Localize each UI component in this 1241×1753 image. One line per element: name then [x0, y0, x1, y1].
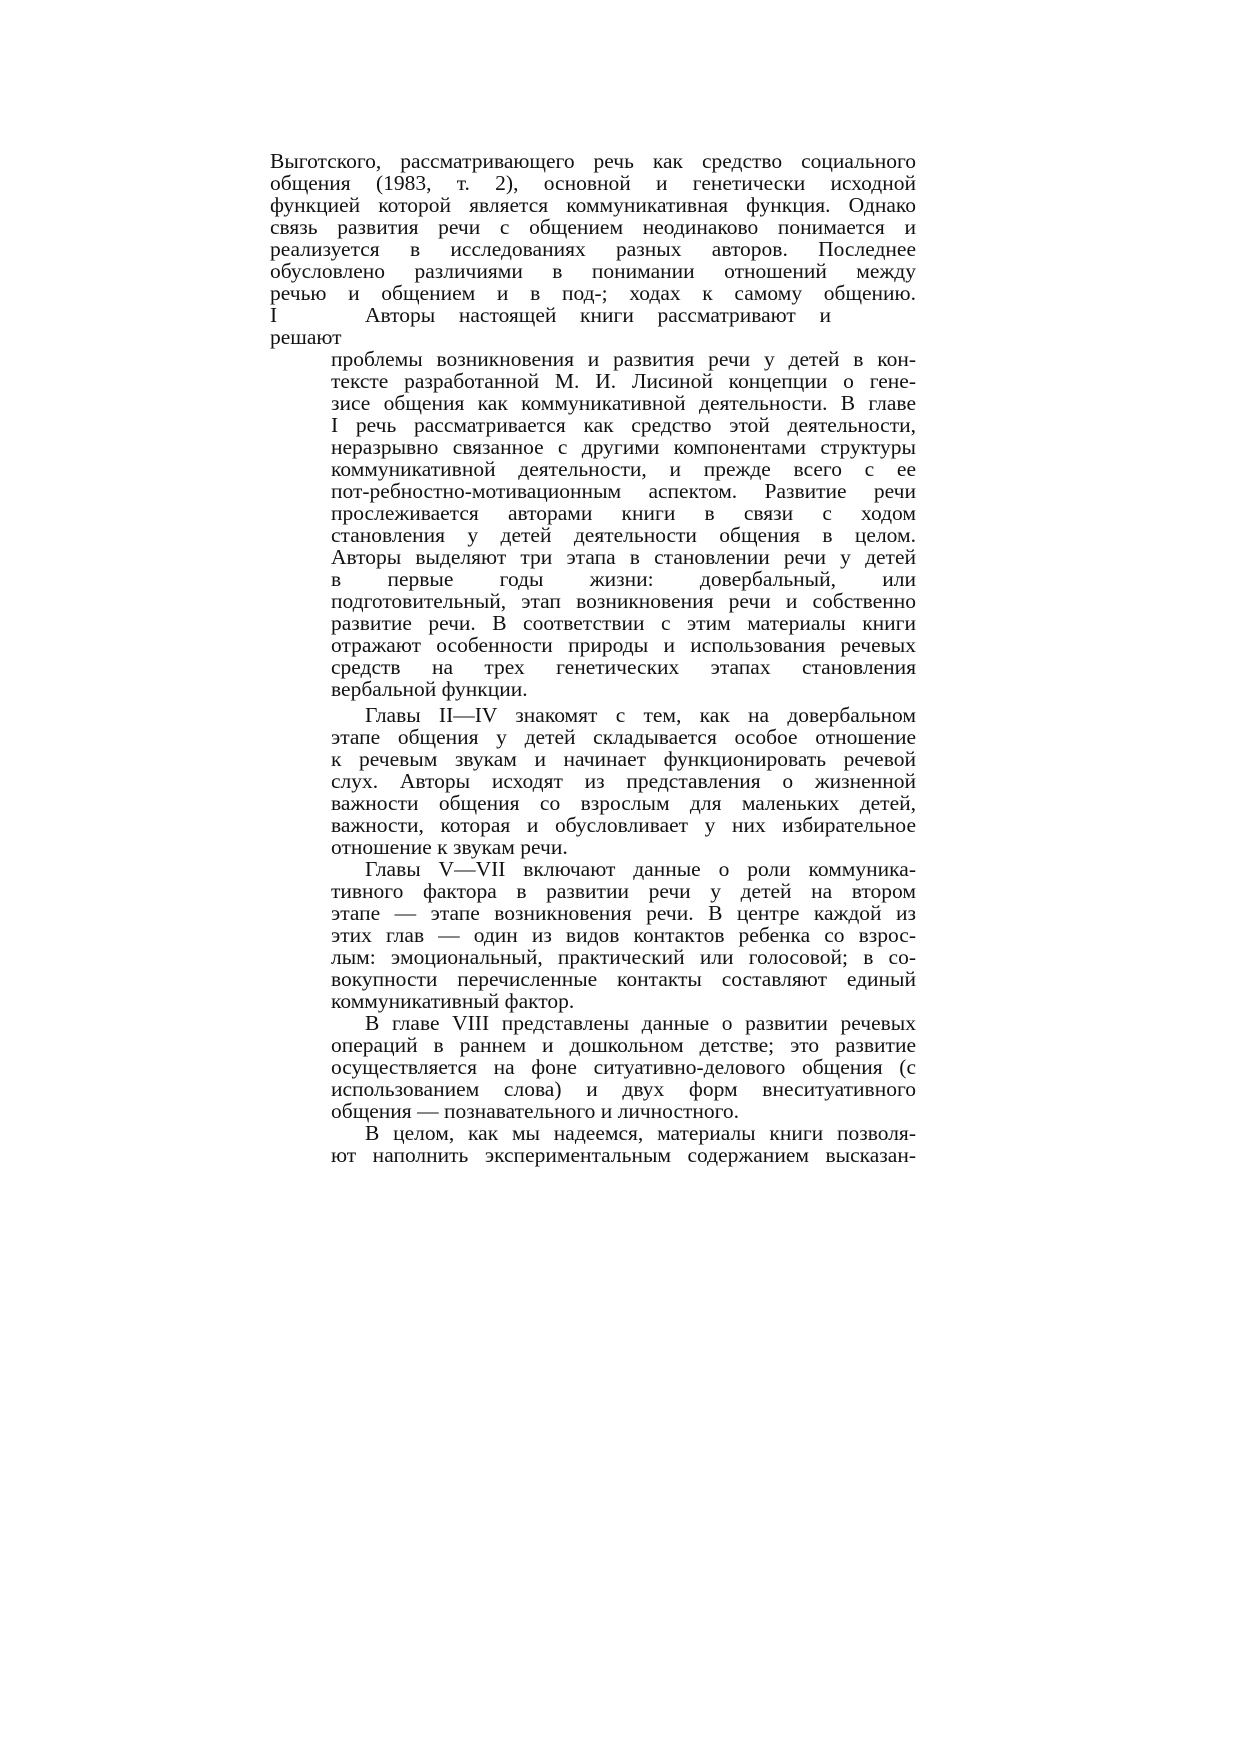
paragraph1-line: средств на трех генетических этапах становления — [331, 655, 916, 679]
paragraph5-line: ют наполнить экспериментальным содержанием высказан- — [331, 1143, 916, 1167]
paragraph3-line: лым: эмоциональный, практический или голосовой; в со- — [331, 945, 916, 969]
paragraph3-line: тивного фактора в развитии речи у детей на втором — [331, 879, 916, 903]
intro-line: обусловлено различиями в понимании отношений между — [270, 259, 916, 283]
paragraph1-line: в первые годы жизни: довербальный, или — [331, 567, 916, 591]
paragraph1-line: неразрывно связанное с другими компонентами структуры — [331, 435, 916, 459]
paragraph1-line: вербальной функции. — [331, 677, 528, 701]
paragraph1-line: зисе общения как коммуникативной деятельности. В главе — [331, 391, 916, 415]
paragraph1-line: проблемы возникновения и развития речи у детей в кон- — [331, 347, 916, 371]
paragraph3-line: Главы V—VII включают данные о роли коммуника- — [365, 857, 916, 881]
marker-line-text: Авторы настоящей книги рассматривают и — [365, 303, 831, 327]
paragraph1-line: I речь рассматривается как средство этой деятельности, — [331, 413, 916, 437]
paragraph1-line: коммуникативной деятельности, и прежде всего с ее — [331, 457, 916, 481]
paragraph1-line: отражают особенности природы и использования речевых — [331, 633, 916, 657]
paragraph1-line: становления у детей деятельности общения в целом. — [331, 523, 916, 547]
paragraph3-line: этапе — этапе возникновения речи. В центре каждой из — [331, 901, 916, 925]
paragraph1-line: подготовительный, этап возникновения речи и собственно — [331, 589, 916, 613]
paragraph2-line: к речевым звукам и начинает функционировать речевой — [331, 747, 916, 771]
paragraph2-line: важности, которая и обусловливает у них избирательное — [331, 813, 916, 837]
paragraph3-line: вокупности перечисленные контакты составляют единый — [331, 967, 916, 991]
intro-line: Выготского, рассматривающего речь как средство социального — [270, 149, 916, 173]
solitary-line: решают — [270, 325, 342, 349]
paragraph4-line: использованием слова) и двух форм внеситуативного — [331, 1077, 916, 1101]
paragraph5-line: В целом, как мы надеемся, материалы книги позволя- — [365, 1121, 916, 1145]
paragraph3-line: этих глав — один из видов контактов ребенка со взрос- — [331, 923, 916, 947]
paragraph4-line: В главе VIII представлены данные о развитии речевых — [365, 1011, 916, 1035]
intro-line: функцией которой является коммуникативная функция. Однако — [270, 193, 916, 217]
paragraph4-line: осуществляется на фоне ситуативно-делового общения (с — [331, 1055, 916, 1079]
paragraph4-line: общения — познавательного и личностного. — [331, 1099, 740, 1123]
paragraph1-line: пот-ребностно-мотивационным аспектом. Развитие речи — [331, 479, 916, 503]
roman-marker: I — [270, 303, 278, 327]
paragraph2-line: отношение к звукам речи. — [331, 835, 568, 859]
intro-line: речью и общением и в под-; ходах к самому общению. — [270, 281, 916, 305]
paragraph1-line: развитие речи. В соответствии с этим материалы книги — [331, 611, 916, 635]
intro-line: общения (1983, т. 2), основной и генетически исходной — [270, 171, 916, 195]
paragraph2-line: слух. Авторы исходят из представления о жизненной — [331, 769, 916, 793]
paragraph2-line: Главы II—IV знакомят с тем, как на довербальном — [365, 703, 916, 727]
paragraph1-line: прослеживается авторами книги в связи с ходом — [331, 501, 916, 525]
paragraph2-line: важности общения со взрослым для маленьких детей, — [331, 791, 916, 815]
paragraph4-line: операций в раннем и дошкольном детстве; это развитие — [331, 1033, 916, 1057]
paragraph1-line: Авторы выделяют три этапа в становлении речи у детей — [331, 545, 916, 569]
paragraph2-line: этапе общения у детей складывается особое отношение — [331, 725, 916, 749]
intro-line: реализуется в исследованиях разных авторов. Последнее — [270, 237, 916, 261]
intro-line: связь развития речи с общением неодинаково понимается и — [270, 215, 916, 239]
paragraph3-line: коммуникативный фактор. — [331, 989, 575, 1013]
paragraph1-line: тексте разработанной М. И. Лисиной концепции о гене- — [331, 369, 916, 393]
